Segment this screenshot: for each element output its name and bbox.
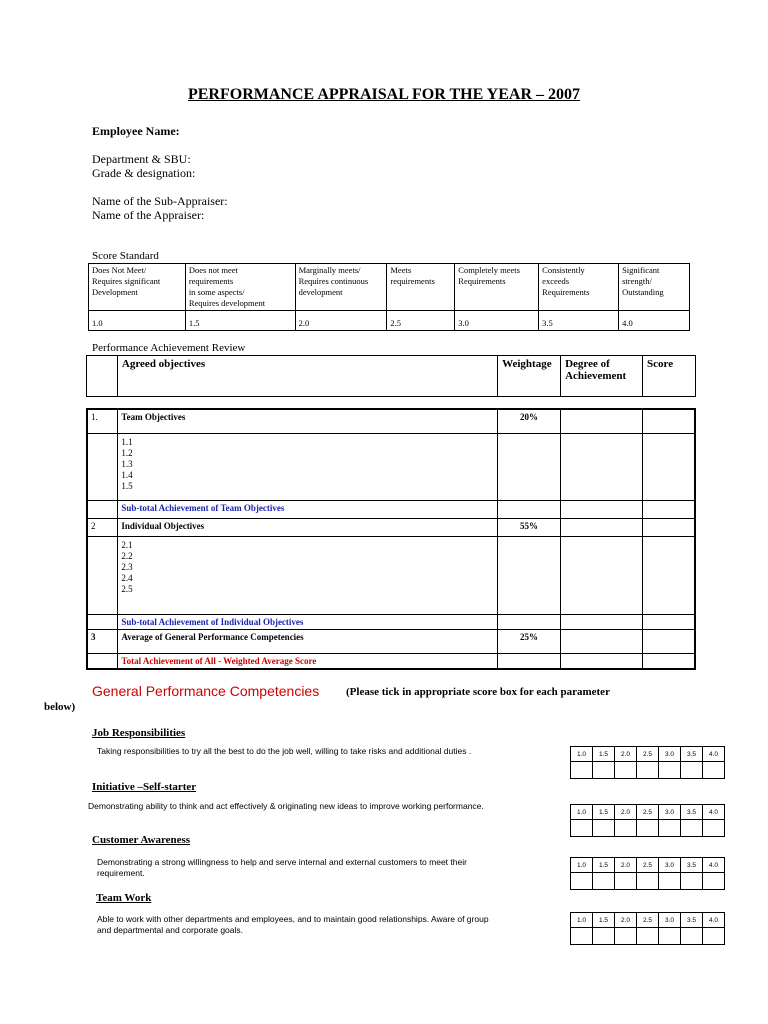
competency-title-team-work: Team Work	[96, 892, 152, 904]
total-degree-cell[interactable]	[560, 653, 642, 669]
team-objectives-row	[87, 409, 695, 433]
sub-appraiser-label: Name of the Sub-Appraiser:	[92, 194, 228, 208]
individual-subtotal-weight-cell[interactable]	[498, 614, 561, 629]
score-option: 4.0	[703, 747, 725, 762]
review-heading: Performance Achievement Review	[92, 342, 246, 354]
competency-desc-customer-awareness: Demonstrating a strong willingness to help and serve internal and external customers to meet their requirement.	[97, 857, 467, 878]
review-header-table	[86, 355, 696, 397]
individual-weight: 55%	[498, 518, 561, 536]
tick-box[interactable]	[681, 873, 703, 890]
team-items-weight-cell[interactable]	[498, 433, 561, 500]
score-option: 1.5	[593, 858, 615, 873]
team-item: 1.1	[121, 436, 133, 447]
score-option: 4.0	[703, 913, 725, 928]
score-option: 3.0	[659, 913, 681, 928]
individual-label: Individual Objectives	[118, 518, 498, 536]
competency-title-initiative: Initiative –Self-starter	[92, 781, 197, 793]
header-score: Score	[643, 356, 696, 397]
general-weight: 25%	[498, 629, 561, 653]
individual-subtotal-score-cell[interactable]	[642, 614, 695, 629]
tick-box[interactable]	[571, 762, 593, 779]
team-subtotal-row	[87, 500, 695, 518]
individual-items-score-cell[interactable]	[642, 536, 695, 614]
individual-objectives-row	[87, 518, 695, 536]
tick-box[interactable]	[571, 928, 593, 945]
team-num: 1.	[87, 409, 118, 433]
total-label: Total Achievement of All - Weighted Average Score	[118, 653, 498, 669]
competency-title-customer-awareness: Customer Awareness	[92, 834, 191, 846]
tick-box[interactable]	[681, 820, 703, 837]
competencies-instruction: (Please tick in appropriate score box for each parameter	[346, 686, 610, 698]
tick-box[interactable]	[637, 762, 659, 779]
competencies-instruction-cont: below)	[44, 701, 76, 713]
score-option: 1.0	[571, 913, 593, 928]
header-degree: Degree of Achievement	[561, 356, 643, 397]
standard-label-2: Does not meet requirements in some aspects/ Requires development	[185, 264, 295, 311]
standard-label-5: Completely meets Requirements	[455, 264, 539, 311]
general-degree-cell[interactable]	[560, 629, 642, 653]
score-option: 3.0	[659, 858, 681, 873]
competency-desc-job-responsibilities: Taking responsibilities to try all the best to do the job well, willing to take risks and additional duties .	[97, 746, 472, 756]
team-items-row	[87, 433, 695, 500]
tick-box[interactable]	[571, 873, 593, 890]
standard-score-3: 2.0	[295, 311, 387, 331]
general-competencies-row	[87, 629, 695, 653]
competencies-heading: General Performance Competencies	[92, 683, 320, 699]
standard-label-1: Does Not Meet/ Requires significant Development	[89, 264, 186, 311]
score-option: 2.0	[615, 858, 637, 873]
score-option: 2.0	[615, 805, 637, 820]
team-subtotal-weight-cell[interactable]	[498, 500, 561, 518]
standard-score-6: 3.5	[539, 311, 619, 331]
competency-desc-team-work: Able to work with other departments and employees, and to maintain good relationships. Aware of group and departmental and corporate goals.	[97, 914, 489, 935]
tick-box[interactable]	[703, 762, 725, 779]
score-option: 1.5	[593, 747, 615, 762]
tick-box[interactable]	[703, 873, 725, 890]
score-box-team-work	[570, 912, 725, 945]
score-option: 2.5	[637, 858, 659, 873]
score-option: 2.5	[637, 747, 659, 762]
total-weight-cell[interactable]	[498, 653, 561, 669]
standard-label-3: Marginally meets/ Requires continuous development	[295, 264, 387, 311]
tick-box[interactable]	[615, 762, 637, 779]
score-box-initiative	[570, 804, 725, 837]
tick-box[interactable]	[681, 762, 703, 779]
standard-score-7: 4.0	[619, 311, 690, 331]
score-option: 1.0	[571, 858, 593, 873]
individual-items-weight-cell[interactable]	[498, 536, 561, 614]
team-item: 1.4	[121, 469, 133, 480]
tick-box[interactable]	[571, 820, 593, 837]
tick-box[interactable]	[659, 928, 681, 945]
header-num-cell	[87, 356, 118, 397]
score-option: 3.5	[681, 805, 703, 820]
score-standard-heading: Score Standard	[92, 250, 159, 262]
team-score-cell[interactable]	[642, 409, 695, 433]
team-subtotal-label: Sub-total Achievement of Team Objectives	[118, 500, 498, 518]
score-option: 1.0	[571, 805, 593, 820]
total-row	[87, 653, 695, 669]
general-score-cell[interactable]	[642, 629, 695, 653]
individual-subtotal-label: Sub-total Achievement of Individual Objectives	[118, 614, 498, 629]
individual-score-cell[interactable]	[642, 518, 695, 536]
tick-box[interactable]	[593, 928, 615, 945]
competency-title-job-responsibilities: Job Responsibilities	[92, 727, 186, 739]
score-option: 1.5	[593, 913, 615, 928]
individual-items-row	[87, 536, 695, 614]
individual-item: 2.2	[121, 550, 133, 561]
score-option: 2.0	[615, 747, 637, 762]
individual-subtotal-degree-cell[interactable]	[560, 614, 642, 629]
team-items-score-cell[interactable]	[642, 433, 695, 500]
standard-score-5: 3.0	[455, 311, 539, 331]
score-option: 4.0	[703, 805, 725, 820]
score-option: 4.0	[703, 858, 725, 873]
department-label: Department & SBU:	[92, 152, 191, 166]
competency-desc-initiative: Demonstrating ability to think and act effectively & originating new ideas to improve working performance.	[88, 801, 484, 811]
individual-item: 2.5	[121, 583, 133, 594]
tick-box[interactable]	[659, 820, 681, 837]
tick-box[interactable]	[593, 820, 615, 837]
score-option: 1.5	[593, 805, 615, 820]
score-option: 2.5	[637, 805, 659, 820]
team-item: 1.3	[121, 458, 133, 469]
score-option: 3.5	[681, 747, 703, 762]
individual-item: 2.3	[121, 561, 133, 572]
team-subtotal-degree-cell[interactable]	[560, 500, 642, 518]
tick-box[interactable]	[615, 873, 637, 890]
tick-box[interactable]	[593, 873, 615, 890]
individual-items-degree-cell[interactable]	[560, 536, 642, 614]
team-item: 1.2	[121, 447, 133, 458]
tick-box[interactable]	[637, 820, 659, 837]
score-option: 2.5	[637, 913, 659, 928]
individual-item: 2.1	[121, 539, 133, 550]
team-weight: 20%	[498, 409, 561, 433]
tick-box[interactable]	[681, 928, 703, 945]
score-standard-values-row	[89, 311, 690, 331]
score-standard-table	[88, 263, 690, 331]
individual-num: 2	[87, 518, 118, 536]
tick-box[interactable]	[659, 873, 681, 890]
team-label: Team Objectives	[118, 409, 498, 433]
score-option: 3.0	[659, 747, 681, 762]
tick-box[interactable]	[637, 928, 659, 945]
tick-box[interactable]	[615, 928, 637, 945]
tick-box[interactable]	[659, 762, 681, 779]
general-label: Average of General Performance Competencies	[118, 629, 498, 653]
team-items-list	[118, 433, 498, 500]
individual-items-list	[118, 536, 498, 614]
standard-label-4: Meets requirements	[387, 264, 455, 311]
appraiser-label: Name of the Appraiser:	[92, 208, 205, 222]
score-option: 3.5	[681, 858, 703, 873]
tick-box[interactable]	[637, 873, 659, 890]
general-num: 3	[87, 629, 118, 653]
review-table	[86, 408, 696, 670]
tick-box[interactable]	[703, 928, 725, 945]
standard-label-7: Significant strength/ Outstanding	[619, 264, 690, 311]
individual-subtotal-row	[87, 614, 695, 629]
individual-degree-cell[interactable]	[560, 518, 642, 536]
score-box-job-responsibilities	[570, 746, 725, 779]
header-weightage: Weightage	[498, 356, 561, 397]
score-option: 1.0	[571, 747, 593, 762]
score-option: 2.0	[615, 913, 637, 928]
team-subtotal-score-cell[interactable]	[642, 500, 695, 518]
score-option: 3.5	[681, 913, 703, 928]
employee-name-label: Employee Name:	[92, 124, 180, 138]
tick-box[interactable]	[703, 820, 725, 837]
total-score-cell[interactable]	[642, 653, 695, 669]
score-standard-labels-row	[89, 264, 690, 311]
team-degree-cell[interactable]	[560, 409, 642, 433]
tick-box[interactable]	[593, 762, 615, 779]
standard-label-6: Consistently exceeds Requirements	[539, 264, 619, 311]
grade-label: Grade & designation:	[92, 166, 196, 180]
standard-score-2: 1.5	[185, 311, 295, 331]
header-objectives: Agreed objectives	[117, 356, 497, 397]
standard-score-4: 2.5	[387, 311, 455, 331]
standard-score-1: 1.0	[89, 311, 186, 331]
page-title: PERFORMANCE APPRAISAL FOR THE YEAR – 2007	[187, 86, 581, 103]
team-items-degree-cell[interactable]	[560, 433, 642, 500]
score-box-customer-awareness	[570, 857, 725, 890]
individual-item: 2.4	[121, 572, 133, 583]
team-item: 1.5	[121, 480, 133, 491]
tick-box[interactable]	[615, 820, 637, 837]
score-option: 3.0	[659, 805, 681, 820]
